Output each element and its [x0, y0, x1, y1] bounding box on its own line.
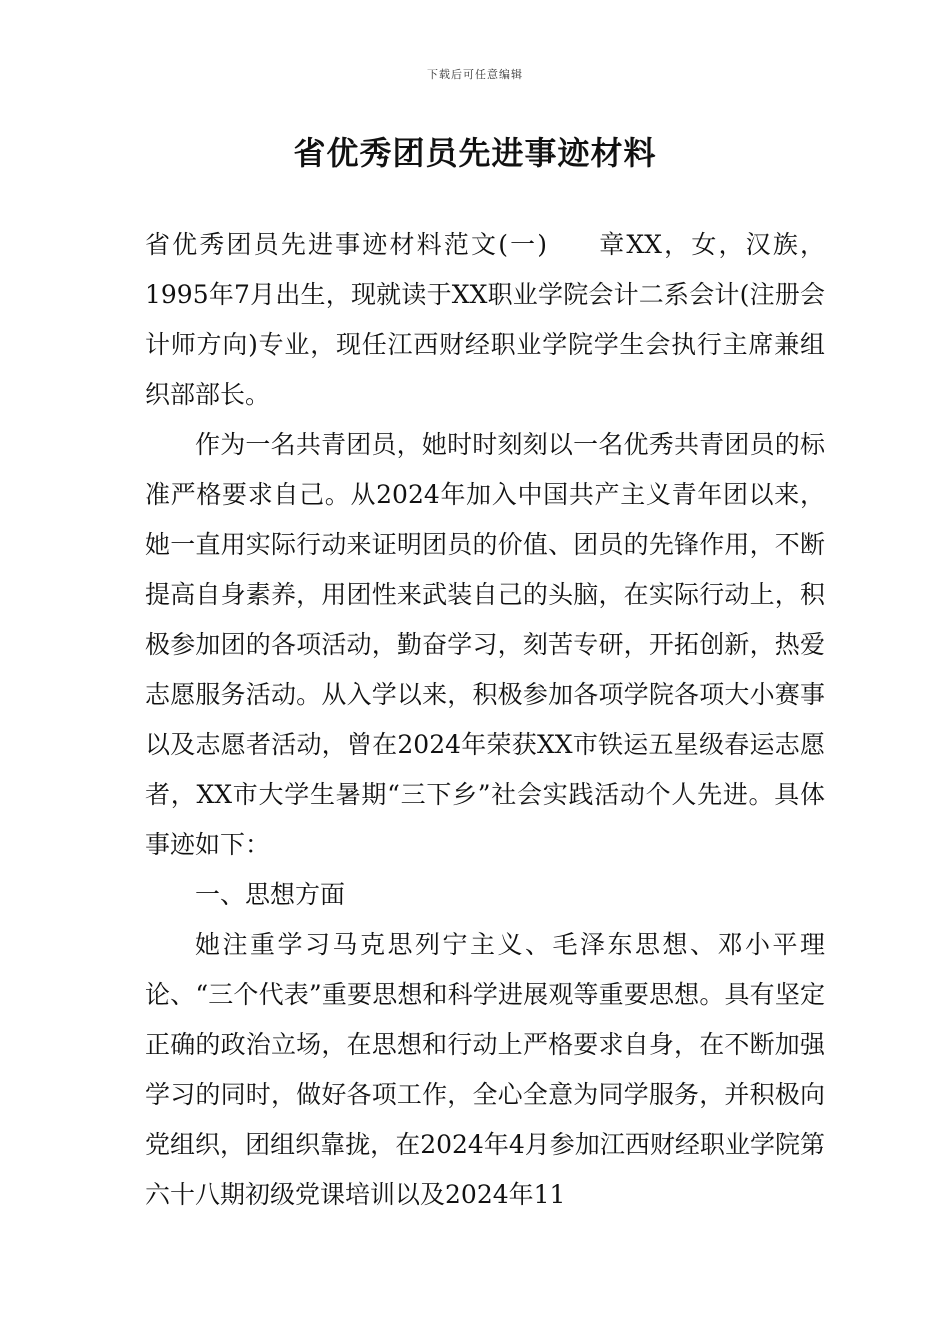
document-body — [145, 220, 825, 1220]
intro-body-text: 章XX，女，汉族，1995年7月出生，现就读于XX职业学院会计二系会计(注册会计师方向)专业，现任江西财经职业学院学生会执行主席兼组织部部长。 — [145, 230, 825, 409]
paragraph-intro — [145, 220, 825, 420]
header-note: 下载后可任意编辑 — [427, 68, 523, 81]
paragraph-thought: 她注重学习马克思列宁主义、毛泽东思想、邓小平理论、“三个代表”重要思想和科学进展观等重要思想。具有坚定正确的政治立场，在思想和行动上严格要求自身，在不断加强学习的同时，做好各项工作，全心全意为同学服务，并积极向党组织，团组织靠拢，在2024年4月参加江西财经职业学院第六十八期初级党课培训以及2024年11 — [145, 930, 825, 1209]
intro-heading-text: 省优秀团员先进事迹材料范文(一) — [145, 230, 548, 259]
section-heading-thought: 一、思想方面 — [195, 880, 346, 909]
document-title: 省优秀团员先进事迹材料 — [293, 134, 657, 172]
paragraph-overview: 作为一名共青团员，她时时刻刻以一名优秀共青团员的标准严格要求自己。从2024年加入中国共产主义青年团以来，她一直用实际行动来证明团员的价值、团员的先锋作用，不断提高自身素养，用团性来武装自己的头脑，在实际行动上，积极参加团的各项活动，勤奋学习，刻苦专研，开拓创新，热爱志愿服务活动。从入学以来，积极参加各项学院各项大小赛事以及志愿者活动，曾在2024年荣获XX市铁运五星级春运志愿者，XX市大学生暑期“三下乡”社会实践活动个人先进。具体事迹如下： — [145, 430, 825, 859]
